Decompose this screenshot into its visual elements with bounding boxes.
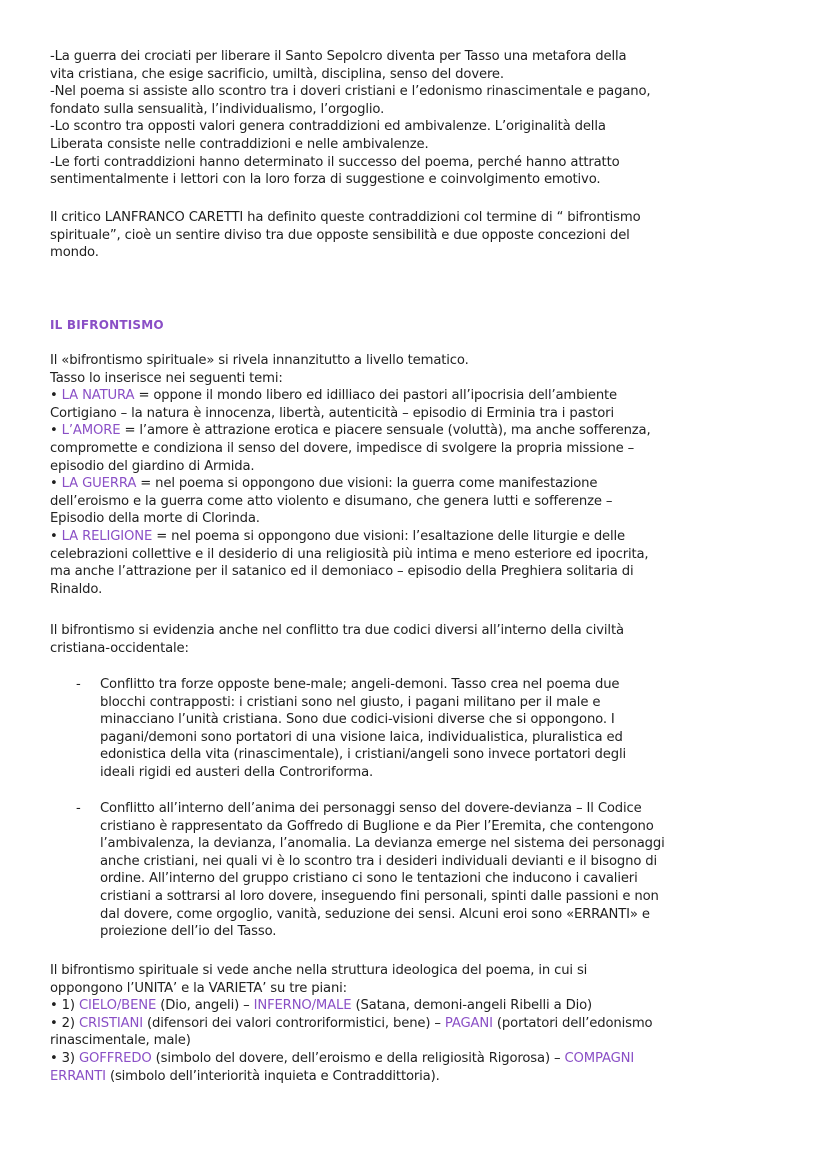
- text-line: Cortigiano – la natura è innocenza, libertà, autenticità – episodio di Erminia tra i pastori: [50, 405, 614, 421]
- plane-text: (portatori dell’edonismo: [492, 1015, 653, 1031]
- theme-text: = nel poema si oppongono due visioni: l’esaltazione delle liturgie e delle: [152, 528, 626, 544]
- conflict-text: [100, 800, 800, 941]
- text-line: fondato sulla sensualità, l’individualismo, l’orgoglio.: [50, 101, 385, 117]
- plane-text: (Satana, demoni-angeli Ribelli a Dio): [351, 998, 593, 1014]
- plane-text: (simbolo dell’interiorità inquieta e Contraddittoria).: [105, 1068, 440, 1084]
- theme-key: LA NATURA: [61, 388, 135, 404]
- text-line: Il bifrontismo spirituale si vede anche nella struttura ideologica del poema, in cui si: [50, 963, 588, 978]
- text-line: Episodio della morte di Clorinda.: [50, 511, 260, 527]
- theme-key: L’AMORE: [61, 423, 121, 439]
- text-line: edonistica della vita (rinascimentale), i cristiani/angeli sono invece portatori degli: [100, 747, 626, 763]
- text-line: ordine. All’interno del gruppo cristiano ci sono le tentazioni che inducono i cavalieri: [100, 871, 638, 887]
- text-line: episodio del giardino di Armida.: [50, 458, 255, 474]
- plane-3-cont: [50, 1068, 790, 1086]
- text-line: rinascimentale, male): [50, 1033, 191, 1049]
- theme-guerra: [50, 475, 790, 493]
- theme-text: = nel poema si oppongono due visioni: la guerra come manifestazione: [136, 476, 598, 492]
- text-line: -Le forti contraddizioni hanno determinato il successo del poema, perché hanno attratto: [50, 154, 620, 170]
- text-line: Il critico LANFRANCO CARETTI ha definito queste contraddizioni col termine di “ bifrontismo: [50, 210, 641, 225]
- dash-bullet: -: [76, 677, 81, 692]
- text-line: -La guerra dei crociati per liberare il Santo Sepolcro diventa per Tasso una metafora della: [50, 49, 627, 64]
- plane-key: INFERNO/MALE: [253, 998, 352, 1014]
- plane-text: (difensori dei valori controriformistici, bene) –: [142, 1015, 445, 1031]
- text-line: -Nel poema si assiste allo scontro tra i doveri cristiani e l’edonismo rinascimentale e pagano,: [50, 84, 651, 100]
- text-line: minacciano l’unità cristiana. Sono due codici-visioni diverse che si oppongono. I: [100, 712, 615, 728]
- text-line: ma anche l’attrazione per il satanico ed il demoniaco – episodio della Preghiera solitaria di: [50, 564, 634, 580]
- plane-key: COMPAGNI: [564, 1050, 635, 1066]
- codes-intro-paragraph: [50, 622, 790, 657]
- text-line: Liberata consiste nelle contraddizioni e nelle ambivalenze.: [50, 136, 429, 152]
- text-line: l’ambivalenza, la devianza, l’anomalia. La devianza emerge nel sistema dei personaggi: [100, 836, 665, 852]
- text-line: sentimentalmente i lettori con la loro forza di suggestione e coinvolgimento emotivo.: [50, 172, 601, 188]
- text-line: anche cristiani, nei quali vi è lo scontro tra i desideri individuali devianti e il bisogno di: [100, 853, 658, 869]
- section-heading: IL BIFRONTISMO: [50, 318, 164, 332]
- text-line: dell’eroismo e la guerra come atto violento e disumano, che genera lutti e sofferenze –: [50, 493, 613, 509]
- critic-paragraph: [50, 209, 790, 262]
- text-line: oppongono l’UNITA’ e la VARIETA’ su tre piani:: [50, 980, 347, 996]
- text-line: -Lo scontro tra opposti valori genera contraddizioni ed ambivalenze. L’originalità della: [50, 119, 606, 135]
- text-line: Conflitto all’interno dell’anima dei personaggi senso del dovere-devianza – Il Codice: [100, 801, 642, 816]
- intro-paragraph: [50, 48, 790, 189]
- conflict-text: [100, 676, 800, 782]
- plane-number: • 1): [50, 998, 79, 1014]
- text-line: blocchi contrapposti: i cristiani sono nel giusto, i pagani militano per il male e: [100, 694, 601, 710]
- plane-key: PAGANI: [444, 1015, 493, 1031]
- plane-key: CRISTIANI: [78, 1015, 143, 1031]
- theme-religione: [50, 528, 790, 546]
- text-line: mondo.: [50, 245, 99, 261]
- text-line: vita cristiana, che esige sacrificio, umiltà, disciplina, senso del dovere.: [50, 66, 504, 82]
- theme-key: LA RELIGIONE: [61, 528, 153, 544]
- text-line: cristiano è rappresentato da Goffredo di Buglione e da Pier l’Eremita, che contengono: [100, 818, 654, 834]
- text-line: Conflitto tra forze opposte bene-male; angeli-demoni. Tasso crea nel poema due: [100, 677, 620, 692]
- bullet: •: [50, 528, 62, 544]
- text-line: proiezione dell’io del Tasso.: [100, 924, 277, 940]
- text-line: dal dovere, come orgoglio, vanità, seduzione dei sensi. Alcuni eroi sono «ERRANTI» e: [100, 906, 650, 922]
- theme-natura: [50, 387, 790, 405]
- text-line: celebrazioni collettive e il desiderio di una religiosità più intima e meno esteriore ed ipocrita,: [50, 546, 649, 562]
- plane-1: [50, 997, 790, 1015]
- plane-3: [50, 1050, 790, 1068]
- text-line: compromette e condiziona il senso del dovere, impedisce di svolgere la propria missione –: [50, 440, 635, 456]
- text-line: Rinaldo.: [50, 581, 103, 597]
- theme-text: = l’amore è attrazione erotica e piacere sensuale (voluttà), ma anche sofferenza,: [120, 423, 651, 439]
- plane-number: • 2): [50, 1015, 79, 1031]
- themes-paragraph: [50, 352, 790, 598]
- text-line: Il «bifrontismo spirituale» si rivela innanzitutto a livello tematico.: [50, 353, 469, 368]
- bullet: •: [50, 388, 62, 404]
- bullet: •: [50, 476, 62, 492]
- plane-number: • 3): [50, 1050, 79, 1066]
- dash-bullet: -: [76, 801, 81, 816]
- theme-amore: [50, 422, 790, 440]
- bullet: •: [50, 423, 62, 439]
- plane-key: GOFFREDO: [78, 1050, 152, 1066]
- text-line: Il bifrontismo si evidenzia anche nel conflitto tra due codici diversi all’interno della civiltà: [50, 623, 624, 638]
- text-line: pagani/demoni sono portatori di una visione laica, individualistica, pluralistica ed: [100, 729, 623, 745]
- plane-key: CIELO/BENE: [78, 998, 157, 1014]
- text-line: cristiana-occidentale:: [50, 640, 189, 656]
- text-line: spirituale”, cioè un sentire diviso tra due opposte sensibilità e due opposte concezioni del: [50, 227, 630, 243]
- plane-text: (simbolo del dovere, dell’eroismo e della religiosità Rigorosa) –: [151, 1050, 565, 1066]
- plane-text: (Dio, angeli) –: [156, 998, 254, 1014]
- plane-key: ERRANTI: [50, 1068, 106, 1084]
- theme-text: = oppone il mondo libero ed idilliaco dei pastori all’ipocrisia dell’ambiente: [134, 388, 618, 404]
- text-line: Tasso lo inserisce nei seguenti temi:: [50, 370, 283, 386]
- structure-paragraph: [50, 962, 790, 1085]
- text-line: ideali rigidi ed austeri della Controriforma.: [100, 764, 374, 780]
- theme-key: LA GUERRA: [61, 476, 137, 492]
- plane-2: [50, 1015, 790, 1033]
- text-line: cristiani a sottrarsi al loro dovere, inseguendo fini personali, spinti dalle passioni e non: [100, 888, 659, 904]
